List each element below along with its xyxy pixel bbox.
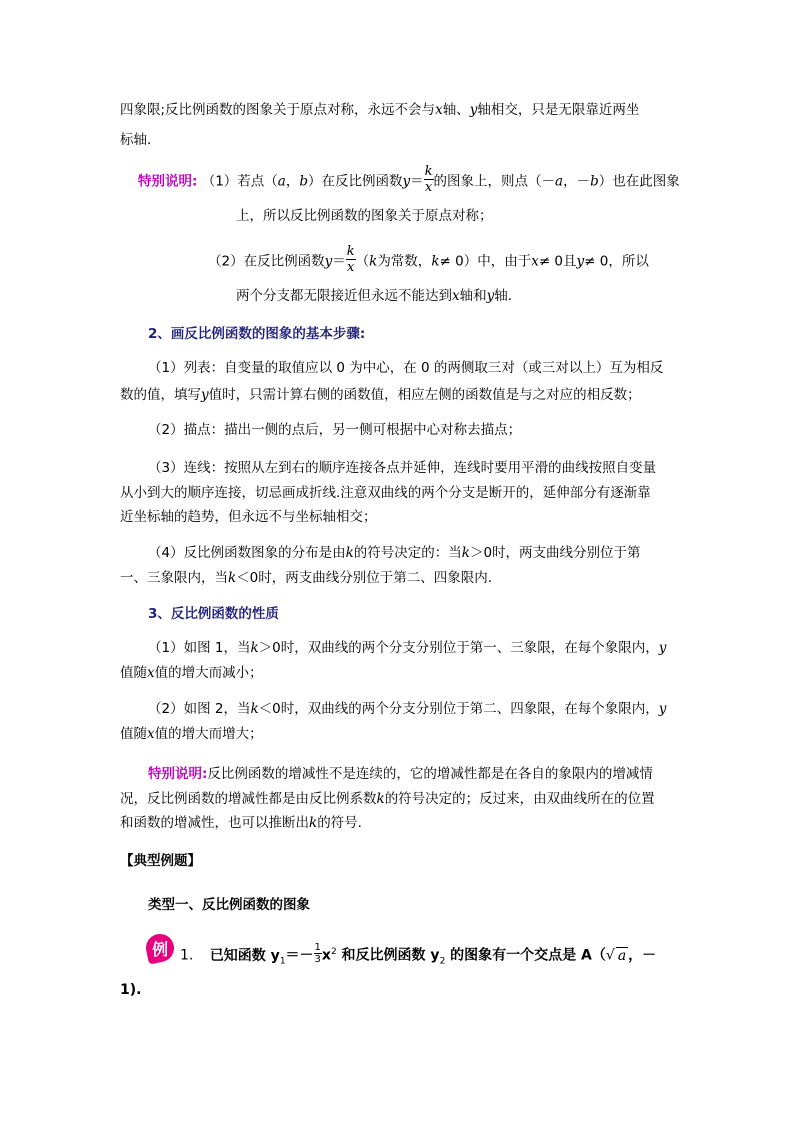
step3-line-1 <box>148 456 656 476</box>
var-x: x <box>452 288 460 304</box>
step-text: 从小到大的顺序连接，切忌画成折线.注意双曲线的两个分支是断开的，延伸部分有逐渐靠 <box>120 485 651 501</box>
note-text: ， <box>285 173 300 190</box>
property2-line-2 <box>120 722 263 742</box>
example-text: 的图象有一个交点是 A（ <box>445 947 606 964</box>
note-text: 为常数， <box>377 253 432 270</box>
note1-line-3 <box>208 246 649 277</box>
note-text: ）在反比例函数 <box>308 173 403 190</box>
var-b: b <box>299 173 309 190</box>
example-1-line-1 <box>180 944 656 967</box>
property-text: （1）如图 1，当 <box>148 640 251 656</box>
step-text: （2）描点：描出一侧的点后，另一侧可根据中心对称去描点； <box>148 422 522 438</box>
var-k: k <box>376 791 385 807</box>
intro-text: 轴相交，只是无限靠近两坐 <box>477 102 640 118</box>
var-y: y <box>469 102 478 118</box>
note2-line-2 <box>120 787 655 807</box>
var-a: a <box>277 173 286 190</box>
examples-heading: 【典型例题】 <box>120 853 201 869</box>
property2-line-1 <box>148 697 666 717</box>
var-x: x <box>147 665 155 681</box>
var-k: k <box>309 815 318 831</box>
fraction-k-over-x <box>346 244 356 275</box>
example-text: ，－ <box>628 947 657 964</box>
note-text: ≠ 0，所以 <box>584 253 649 270</box>
fraction-one-third <box>314 942 322 965</box>
intro-text: 四象限;反比例函数的图象关于原点对称，永远不会与 <box>120 102 436 118</box>
note-text: （1）若点（ <box>201 173 278 190</box>
var-y: y <box>576 253 585 270</box>
step1-line-1 <box>148 356 663 376</box>
var-y: y <box>486 288 495 304</box>
note-text: （2）在反比例函数 <box>208 253 325 270</box>
intro-text: 轴、 <box>442 102 470 118</box>
step-text: 数的值，填写 <box>120 387 201 403</box>
property-text: ＞0时，双曲线的两个分支分别位于第一、三象限，在每个象限内， <box>258 640 659 656</box>
note-text: ，－ <box>563 173 591 190</box>
fraction-numerator: k <box>346 244 355 259</box>
sqrt-sign: √ <box>605 947 615 964</box>
subscript: 2 <box>439 956 446 967</box>
step-text: （1）列表：自变量的取值应以 0 为中心，在 0 的两侧取三对（或三对以上）互为相反 <box>148 360 664 376</box>
note-text: 的符号决定的；反过来，由双曲线所在的位置 <box>384 791 655 807</box>
property1-line-2 <box>120 661 263 681</box>
step-text: （3）连线：按照从左到右的顺序连接各点并延伸，连线时要用平滑的曲线按照自变量 <box>148 460 657 476</box>
note-text: 上，所以反比例函数的图象关于原点对称； <box>236 208 493 224</box>
property-text: 值的增大而增大； <box>154 726 263 742</box>
step-text: 值时，只需计算右侧的函数值，相应左侧的函数值是与之对应的相反数； <box>208 387 641 403</box>
fraction-denominator: x <box>424 180 433 195</box>
step4-line-2 <box>120 566 492 586</box>
step-text: ＜0时，两支曲线分别位于第二、四象限内. <box>236 570 493 586</box>
note-text: 的图象上，则点（－ <box>433 173 556 190</box>
note-text: 的符号. <box>317 815 362 831</box>
var-k: k <box>250 640 259 656</box>
fraction-numerator: 1 <box>314 942 321 953</box>
fraction-denominator: x <box>347 260 355 275</box>
property1-line-1 <box>148 636 666 656</box>
var-x: x <box>531 253 539 270</box>
note-text: ≠ 0且 <box>538 253 577 270</box>
note-text: 两个分支都无限接近但永远不能达到 <box>236 288 452 304</box>
note-text: ≠ 0）中，由于 <box>439 253 532 270</box>
intro-line-2 <box>120 128 151 148</box>
example-text: 已知函数 y <box>209 947 280 964</box>
step-text: ＞0时，两支曲线分别位于第 <box>469 545 641 561</box>
property-text: （2）如图 2，当 <box>148 701 251 717</box>
var-y: y <box>201 387 209 403</box>
var-k: k <box>431 253 440 270</box>
section-3-heading: 3、反比例函数的性质 <box>148 606 279 622</box>
note1-line-4 <box>236 284 512 304</box>
step-text: 近坐标轴的趋势，但永远不与坐标轴相交； <box>120 509 377 525</box>
note-text: （ <box>355 253 370 270</box>
property-text: 值的增大而减小； <box>154 665 263 681</box>
equals-sign: ＝ <box>410 173 424 190</box>
var-y: y <box>658 640 667 656</box>
subscript: 1 <box>279 956 286 967</box>
special-note-label: 特别说明: <box>148 766 208 782</box>
note2-line-3 <box>120 811 362 831</box>
step-text: 一、三象限内，当 <box>120 570 228 586</box>
note-text: 况，反比例函数的增减性都是由反比例系数 <box>120 791 377 807</box>
var-a: a <box>617 947 627 964</box>
step3-line-3 <box>120 505 377 525</box>
note-text: 轴和 <box>459 288 487 304</box>
fraction-k-over-x <box>424 164 434 195</box>
var-y: y <box>658 701 667 717</box>
step-text: （4）反比例函数图象的分布是由 <box>148 545 346 561</box>
note2-line-1 <box>148 762 653 782</box>
example-text: 和反比例函数 y <box>336 947 440 964</box>
intro-text: 标轴. <box>120 132 152 148</box>
fraction-denominator: 3 <box>314 954 321 965</box>
badge-label: 例 <box>151 939 169 959</box>
example-number: 1. <box>180 947 194 964</box>
note-text: ）也在此图象 <box>598 173 680 190</box>
var-x: x <box>435 102 443 118</box>
property-text: 值随 <box>120 665 147 681</box>
section-2-heading: 2、画反比例函数的图象的基本步骤: <box>148 326 366 342</box>
note-text: 反比例函数的增减性不是连续的，它的增减性都是在各自的象限内的增减情 <box>207 766 653 782</box>
example-text: x <box>321 947 331 964</box>
note-text: 和函数的增减性，也可以推断出 <box>120 815 309 831</box>
example-type-heading: 类型一、反比例函数的图象 <box>148 897 310 913</box>
intro-line-1 <box>120 98 639 118</box>
var-b: b <box>590 173 599 190</box>
step-text: 的符号决定的：当 <box>353 545 462 561</box>
note1-line-1 <box>138 166 680 197</box>
var-k: k <box>369 253 378 270</box>
special-note-label: 特别说明: <box>138 173 198 190</box>
step4-line-1 <box>148 541 641 561</box>
property-text: ＜0时，双曲线的两个分支分别位于第二、四象限，在每个象限内， <box>258 701 659 717</box>
example-badge-icon <box>143 931 176 964</box>
example-1-line-2: 1). <box>120 982 142 998</box>
property-text: 值随 <box>120 726 147 742</box>
example-text: ＝－ <box>285 947 314 964</box>
step3-line-2 <box>120 481 651 501</box>
var-y: y <box>402 173 411 190</box>
fraction-numerator: k <box>424 164 433 179</box>
var-k: k <box>345 545 354 561</box>
var-a: a <box>555 173 564 190</box>
var-k: k <box>250 701 259 717</box>
step1-line-2 <box>120 383 641 403</box>
note1-line-2 <box>236 204 493 224</box>
step2-line <box>148 418 521 438</box>
var-k: k <box>461 545 470 561</box>
var-y: y <box>324 253 333 270</box>
var-k: k <box>228 570 237 586</box>
superscript: 2 <box>330 946 337 957</box>
note-text: 轴. <box>494 288 513 304</box>
var-x: x <box>147 726 155 742</box>
equals-sign: ＝ <box>332 253 346 270</box>
